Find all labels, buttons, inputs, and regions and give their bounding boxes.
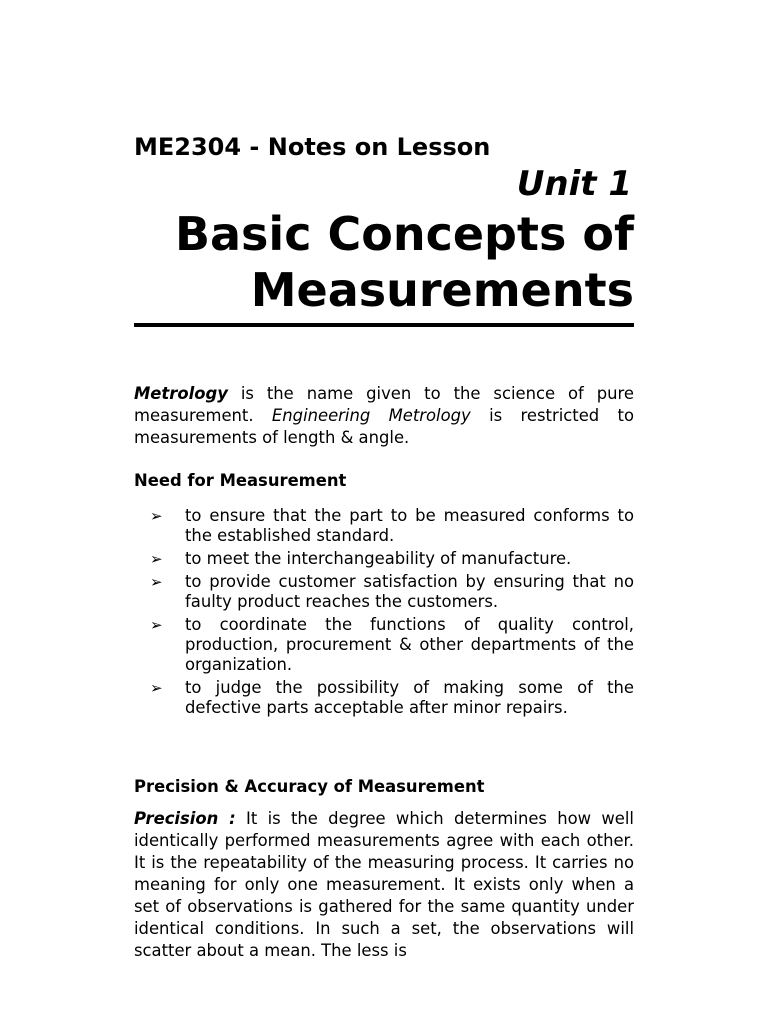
course-title: ME2304 - Notes on Lesson: [134, 133, 491, 161]
title-divider: [134, 323, 634, 327]
list-item: [150, 615, 634, 675]
arrow-bullet-icon: ➢: [150, 550, 163, 568]
list-item: [150, 506, 634, 546]
need-heading: Need for Measurement: [134, 471, 347, 490]
list-item: [150, 678, 634, 718]
arrow-bullet-icon: ➢: [150, 573, 163, 591]
intro-text-1: is the name given to the science of pure measurement.: [134, 384, 634, 425]
engineering-metrology-term: Engineering Metrology: [271, 406, 471, 425]
list-item: [150, 572, 634, 612]
need-list: [150, 506, 634, 721]
intro-text-2: is restricted to measurements of length & angle.: [134, 406, 634, 447]
main-title-line-1: Basic Concepts of: [174, 207, 634, 261]
unit-title: Unit 1: [516, 164, 632, 204]
list-item-text: to coordinate the functions of quality control, production, procurement & other departments of the organization.: [185, 615, 634, 674]
arrow-bullet-icon: ➢: [150, 616, 163, 634]
precision-term: Precision :: [134, 809, 236, 828]
main-title-line-2: Measurements: [250, 263, 634, 317]
precision-heading: Precision & Accuracy of Measurement: [134, 777, 485, 796]
metrology-term: Metrology: [134, 384, 228, 403]
main-title: [175, 206, 634, 318]
intro-paragraph: [134, 383, 634, 449]
arrow-bullet-icon: ➢: [150, 507, 163, 525]
arrow-bullet-icon: ➢: [150, 679, 163, 697]
precision-text: It is the degree which determines how well identically performed measurements agree with each other. It is the repeatability of the measuring process. It carries no meaning for only one measurement. It exists only when a set of observations is gathered for the same quantity under identical conditions. In such a set, the observations will scatter about a mean. The less is: [134, 809, 634, 960]
precision-paragraph: [134, 808, 634, 962]
list-item-text: to judge the possibility of making some of the defective parts acceptable after minor repairs.: [185, 678, 634, 717]
list-item-text: to ensure that the part to be measured conforms to the established standard.: [185, 506, 634, 545]
list-item-text: to provide customer satisfaction by ensuring that no faulty product reaches the customers.: [185, 572, 634, 611]
list-item-text: to meet the interchangeability of manufacture.: [185, 549, 572, 568]
list-item: [150, 549, 634, 569]
